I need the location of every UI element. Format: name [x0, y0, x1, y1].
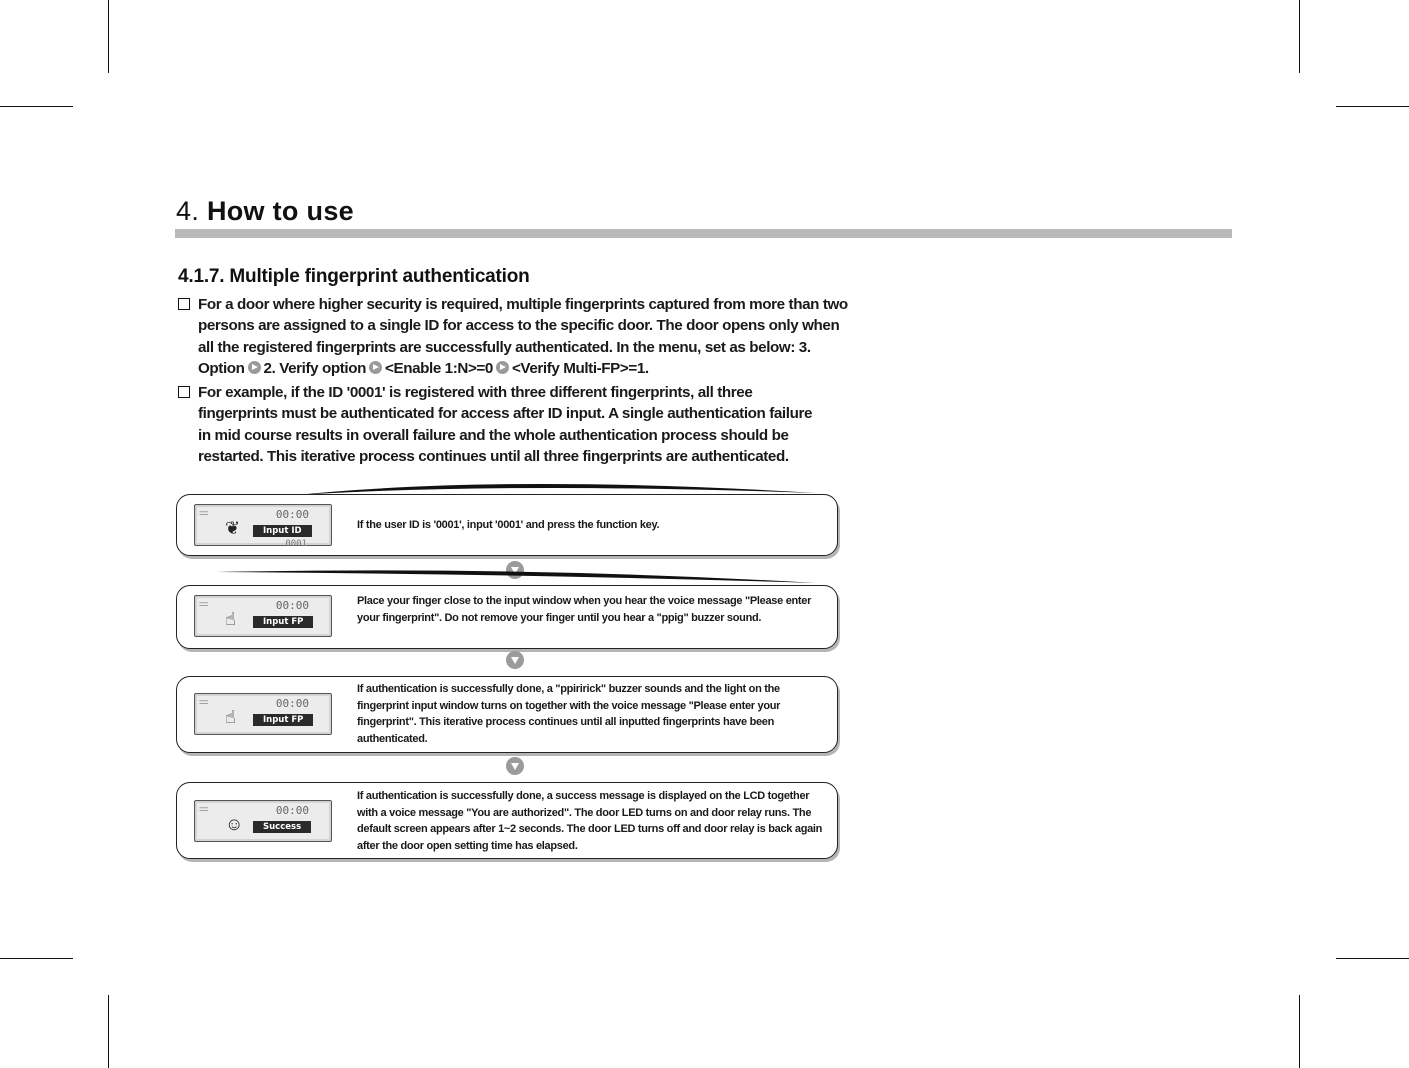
- step-description: If authentication is successfully done, a success message is displayed on the LCD together with a voice message "You are authorized". The door LED turns on and door relay runs. The default screen appears after 1~2 seconds. The door LED turns off and door relay is back again after the door open setting time has elapsed.: [357, 790, 823, 852]
- crop-mark: [0, 958, 73, 959]
- signal-indicator: ==: [199, 508, 208, 518]
- crop-mark: [0, 106, 73, 107]
- paragraph-text: <Enable 1:N>=0: [385, 359, 493, 377]
- paragraph-text: 2. Verify option: [263, 359, 366, 377]
- step-description: If authentication is successfully done, a "ppiririck" buzzer sounds and the light on the fingerprint input window turns on together with the voice message "Please enter your fingerprint". This iterative process continues until all inputted fingerprints have been authenticated.: [357, 683, 781, 745]
- lcd-clock: 00:00: [275, 804, 309, 817]
- step-card: [176, 782, 838, 859]
- arrow-down-icon: [506, 651, 524, 669]
- lcd-screen: [194, 595, 332, 637]
- crop-mark: [1299, 0, 1300, 73]
- step-description: If the user ID is '0001', input '0001' and press the function key.: [357, 519, 660, 531]
- lcd-status-badge: Input FP: [253, 714, 313, 726]
- paragraph: [178, 382, 828, 467]
- lcd-status-badge: Input ID: [253, 525, 312, 537]
- chapter-number: 4.: [176, 196, 200, 226]
- hand-icon: ☝: [225, 707, 236, 727]
- hand-icon: ☝: [225, 609, 236, 629]
- lcd-clock: 00:00: [275, 508, 309, 521]
- lcd-screen: [194, 504, 332, 549]
- plant-icon: ❦: [225, 518, 241, 538]
- lcd-clock: 00:00: [275, 697, 309, 710]
- lcd-screen: [194, 800, 332, 842]
- checkbox-bullet-icon: [178, 386, 190, 398]
- lcd-status-badge: Input FP: [253, 616, 313, 628]
- step-card: [176, 585, 838, 649]
- step-description: Place your finger close to the input window when you hear the voice message "Please enter your fingerprint". Do not remove your finger until you hear a "ppig" buzzer sound.: [357, 595, 812, 624]
- arrow-right-icon: [496, 361, 509, 374]
- arrow-right-icon: [369, 361, 382, 374]
- chapter-title-text: How to: [206, 196, 299, 226]
- signal-indicator: ==: [199, 804, 208, 814]
- step-card: [176, 676, 838, 753]
- paragraph-text: <Verify Multi-FP>=1.: [511, 359, 649, 377]
- title-rule: [175, 229, 1232, 238]
- lcd-screen: [194, 693, 332, 735]
- lcd-status-badge: Success: [253, 821, 311, 833]
- crop-mark: [1336, 958, 1409, 959]
- crop-mark: [108, 0, 109, 73]
- paragraph: [178, 294, 858, 379]
- step-card: [176, 494, 838, 556]
- arrow-right-icon: [248, 361, 261, 374]
- chapter-title-tail: use: [306, 196, 354, 226]
- crop-mark: [1299, 995, 1300, 1068]
- signal-indicator: ==: [199, 697, 208, 707]
- signal-indicator: ==: [199, 599, 208, 609]
- arrow-down-icon: [506, 757, 524, 775]
- paragraph-text: For a door where higher security is required, multiple fingerprints captured from more than two persons are assigned to a single ID for access to the specific door. The door opens only when all the registered fingerprints are successfully authenticated. In the menu, set as below: 3. Option: [198, 296, 848, 377]
- chapter-title: [176, 196, 354, 227]
- lcd-digits: 0001: [285, 539, 307, 549]
- checkbox-bullet-icon: [178, 298, 190, 310]
- smiley-icon: ☺: [225, 814, 244, 834]
- section-heading: 4.1.7. Multiple fingerprint authentication: [178, 266, 530, 287]
- lcd-clock: 00:00: [275, 599, 309, 612]
- crop-mark: [108, 995, 109, 1068]
- crop-mark: [1336, 106, 1409, 107]
- paragraph-text: For example, if the ID '0001' is registered with three different fingerprints, all three fingerprints must be authenticated for access after ID input. A single authentication failure in mid course results in overall failure and the whole authentication process should be restarted. This iterative process continues until all three fingerprints are authenticated.: [198, 384, 813, 465]
